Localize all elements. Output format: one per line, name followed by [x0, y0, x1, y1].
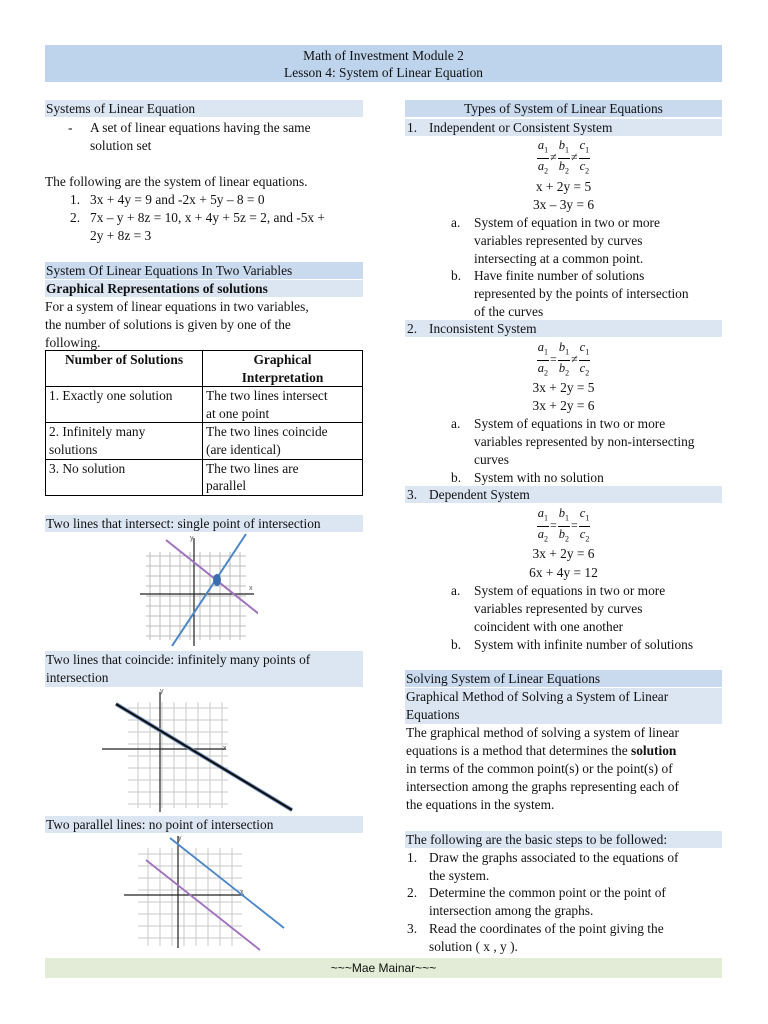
type-3-ratio: $\frac{a_1}{a_2}$ = $\frac{b_1}{b_2}$ = $\frac{c_1}{c_2}$ [405, 506, 722, 546]
following-text: The following are the system of linear equations. [45, 174, 308, 189]
x-axis-label: x [223, 745, 227, 752]
fraction: $\frac{c_1}{c_2}$ [579, 138, 590, 175]
step-3-number: 3. [407, 921, 418, 936]
systems-heading: Systems of Linear Equation [46, 101, 196, 116]
fraction: $\frac{a_1}{a_2}$ [537, 340, 549, 377]
type-3-eq-2: 6x + 4y = 12 [529, 565, 598, 580]
types-heading: Types of System of Linear Equations [464, 101, 663, 116]
type-1-a-line-2: variables represented by curves [474, 233, 643, 248]
definition-line-2: solution set [90, 138, 152, 153]
graph-method-line-1: Graphical Method of Solving a System of Linear [406, 689, 669, 704]
type-3-a-line-3: coincident with one another [474, 619, 624, 634]
caption-coincide-line-2: intersection [46, 670, 109, 685]
footer-author: ~~~Mae Mainar~~~ [45, 958, 722, 978]
table-row [46, 459, 363, 495]
type-2-ratio: $\frac{a_1}{a_2}$ = $\frac{b_1}{b_2}$ ≠ $\frac{c_1}{c_2}$ [405, 340, 722, 380]
table-row [46, 423, 363, 459]
intersect-graph [138, 532, 258, 650]
step-2-line-1: Determine the common point or the point of [429, 885, 666, 900]
type-1-eq-1: x + 2y = 5 [535, 179, 592, 194]
type-2-number: 2. [407, 321, 418, 336]
para-line-3: following. [45, 335, 101, 350]
step-1-number: 1. [407, 850, 418, 865]
step-2-line-2: intersection among the graphs. [429, 903, 594, 918]
type-3-b-label: b. [451, 637, 462, 652]
y-axis-label: y [190, 535, 194, 542]
type-2-a-line-2: variables represented by non-intersecting [474, 434, 695, 449]
type-1-b-line-2: represented by the points of intersection [474, 286, 689, 301]
dash-bullet: - [68, 120, 73, 135]
header-subtitle: Lesson 4: System of Linear Equation [284, 65, 483, 80]
type-1-b-label: b. [451, 268, 462, 283]
table-row [46, 387, 363, 423]
caption-intersect: Two lines that intersect: single point of intersection [46, 516, 321, 531]
fraction: $\frac{c_1}{c_2}$ [579, 340, 590, 377]
table-cell: 3. No solution [46, 459, 203, 495]
step-1-line-2: the system. [429, 868, 490, 883]
caption-parallel: Two parallel lines: no point of intersection [46, 817, 274, 832]
type-3-eq-1: 3x + 2y = 6 [532, 546, 595, 561]
step-3-line-1: Read the coordinates of the point giving the [429, 921, 664, 936]
table-cell: The two lines intersect at one point [203, 387, 363, 423]
fraction: $\frac{c_1}{c_2}$ [579, 506, 590, 543]
table-cell: 2. Infinitely many solutions [46, 423, 203, 459]
method-para-line-2: equations is a method that determines the solution [406, 743, 677, 758]
table-cell: The two lines coincide (are identical) [203, 423, 363, 459]
example-1: 3x + 4y = 9 and -2x + 5y – 8 = 0 [90, 192, 265, 207]
caption-coincide-line-1: Two lines that coincide: infinitely many points of [46, 652, 311, 667]
fraction: $\frac{b_1}{b_2}$ [558, 138, 569, 175]
two-variables-heading: System Of Linear Equations In Two Variables [46, 263, 293, 278]
table-header-row [46, 351, 363, 387]
y-axis-label: y [160, 688, 164, 695]
example-2-line-1: 7x – y + 8z = 10, x + 4y + 5z = 2, and -5x + [90, 210, 325, 225]
graph-method-line-2: Equations [406, 707, 460, 722]
method-para-line-3: in terms of the common point(s) or the point(s) of [406, 761, 673, 776]
type-2-eq-1: 3x + 2y = 5 [532, 380, 595, 395]
type-1-number: 1. [407, 120, 418, 135]
header-title: Math of Investment Module 2 [303, 48, 464, 63]
para-line-1: For a system of linear equations in two variables, [45, 299, 309, 314]
type-2-b-line-1: System with no solution [474, 470, 604, 485]
x-axis-label: x [249, 585, 253, 592]
type-1-eq-2: 3x – 3y = 6 [532, 197, 595, 212]
step-2-number: 2. [407, 885, 418, 900]
fraction: $\frac{a_1}{a_2}$ [537, 506, 548, 543]
example-2-number: 2. [70, 210, 81, 225]
example-2-line-2: 2y + 8z = 3 [90, 228, 152, 243]
graph-rep-heading: Graphical Representations of solutions [46, 281, 268, 296]
type-3-b-line-1: System with infinite number of solutions [474, 637, 694, 652]
step-1-line-1: Draw the graphs associated to the equations of [429, 850, 679, 865]
table-header-number: Number of Solutions [46, 351, 203, 387]
type-1-ratio: $\frac{a_1}{a_2}$ ≠ $\frac{b_1}{b_2}$ ≠ $\frac{c_1}{c_2}$ [405, 138, 722, 178]
solutions-table [45, 350, 363, 496]
para-line-2: the number of solutions is given by one of the [45, 317, 291, 332]
table-cell: The two lines are parallel [203, 459, 363, 495]
type-1-a-line-3: intersecting at a common point. [474, 251, 644, 266]
type-1-title: Independent or Consistent System [429, 120, 613, 135]
type-1-b-line-1: Have finite number of solutions [474, 268, 645, 283]
type-3-a-line-1: System of equations in two or more [474, 583, 666, 598]
table-header-interpretation: Graphical Interpretation [203, 351, 363, 387]
type-1-a-label: a. [451, 215, 461, 230]
type-3-title: Dependent System [429, 487, 530, 502]
table-cell: 1. Exactly one solution [46, 387, 203, 423]
type-3-number: 3. [407, 487, 418, 502]
type-3-a-line-2: variables represented by curves [474, 601, 643, 616]
fraction: $\frac{a_1}{a_2}$ [537, 138, 549, 175]
method-para-line-1: The graphical method of solving a system of linear [406, 725, 679, 740]
step-3-line-2: solution ( x , y ). [429, 939, 518, 954]
coincide-graph [98, 688, 298, 816]
method-para-line-4: intersection among the graphs representing each of [406, 779, 679, 794]
example-1-number: 1. [70, 192, 81, 207]
type-2-eq-2: 3x + 2y = 6 [532, 398, 595, 413]
type-2-b-label: b. [451, 470, 462, 485]
document-header [45, 45, 722, 82]
type-2-a-line-1: System of equations in two or more [474, 416, 666, 431]
type-1-a-line-1: System of equation in two or more [474, 215, 660, 230]
method-para-line-5: the equations in the system. [406, 797, 555, 812]
solving-heading: Solving System of Linear Equations [406, 671, 601, 686]
type-2-a-label: a. [451, 416, 461, 431]
definition-line-1: A set of linear equations having the same [90, 120, 311, 135]
type-2-title: Inconsistent System [429, 321, 537, 336]
fraction: $\frac{b_1}{b_2}$ [558, 340, 570, 377]
type-3-a-label: a. [451, 583, 461, 598]
type-2-a-line-3: curves [474, 452, 509, 467]
steps-heading: The following are the basic steps to be followed: [406, 832, 668, 847]
type-1-b-line-3: of the curves [474, 304, 544, 319]
fraction: $\frac{b_1}{b_2}$ [558, 506, 569, 543]
x-axis-label: x [240, 889, 244, 896]
parallel-graph [118, 834, 290, 952]
y-axis-label: y [178, 835, 182, 842]
